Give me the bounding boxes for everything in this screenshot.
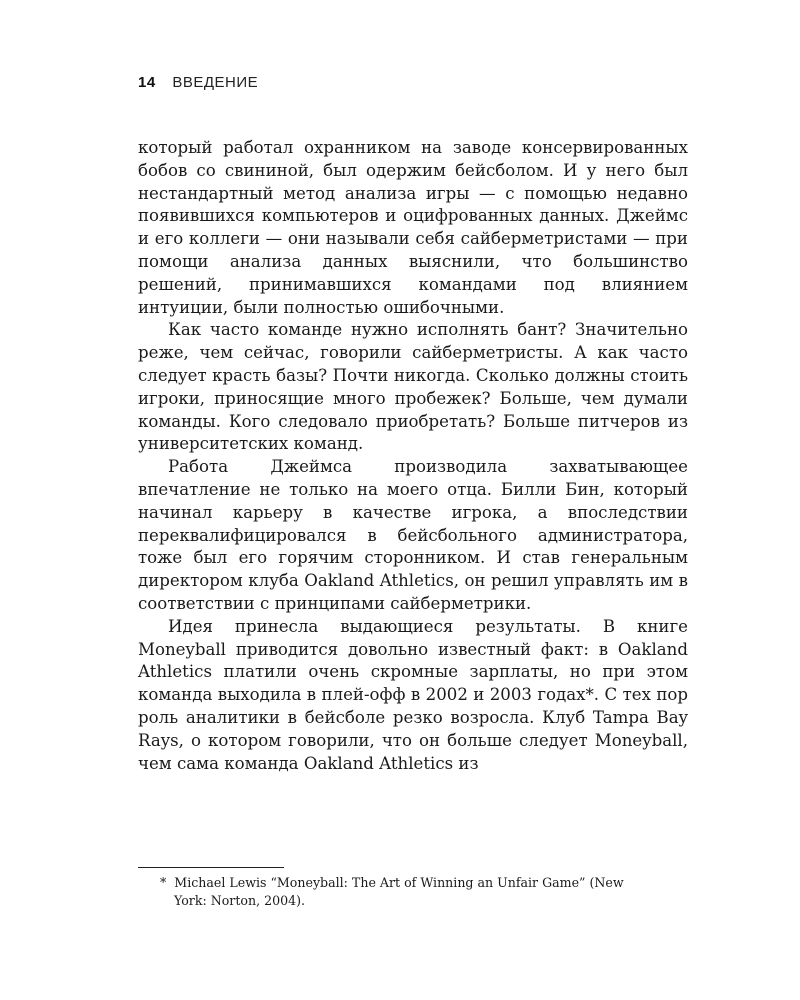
body-text <box>138 137 688 775</box>
footnote <box>160 874 700 910</box>
footnote-line-2: York: Norton, 2004). <box>174 893 306 908</box>
footnote-mark: * <box>160 875 167 890</box>
page-number: 14 <box>138 74 156 91</box>
paragraph-4: Идея принесла выдающиеся результаты. В книге Moneyball приводится довольно известный факт: в Oakland Athletics платили очень скромные зарплаты, но при этом команда выходила в плей-офф в 2002 и 2003 годах*. С тех пор роль аналитики в бейсболе резко возросла. Клуб Tampa Bay Rays, о котором говорили, что он больше следует Moneyball, чем сама команда Oakland Athletics из <box>138 616 688 773</box>
paragraph-2: Как часто команде нужно исполнять бант? Значительно реже, чем сейчас, говорили сайберметристы. А как часто следует красть базы? Почти никогда. Сколько должны стоить игроки, приносящие много пробежек? Больше, чем думали команды. Кого следовало приобретать? Больше питчеров из университетских команд. <box>138 320 688 454</box>
footnote-divider <box>138 867 284 868</box>
paragraph-1: который работал охранником на заводе консервированных бобов со свининой, был одержим бейсболом. И у него был нестандартный метод анализа игры — с помощью недавно появившихся компьютеров и оцифрованных данных. Джеймс и его коллеги — они называли себя сайберметристами — при помощи анализа данных выяснили, что большинство решений, принимавшихся командами под влиянием интуиции, были полностью ошибочными. <box>138 138 688 317</box>
running-header <box>138 74 258 91</box>
footnote-line-1: Michael Lewis “Moneyball: The Art of Winning an Unfair Game” (New <box>174 875 624 890</box>
section-title: ВВЕДЕНИЕ <box>172 74 259 91</box>
paragraph-3: Работа Джеймса производила захватывающее впечатление не только на моего отца. Билли Бин, который начинал карьеру в качестве игрока, а впоследствии переквалифицировался в бейсбольного администратора, тоже был его горячим сторонником. И став генеральным директором клуба Oakland Athletics, он решил управлять им в соответствии с принципами сайберметрики. <box>138 457 688 613</box>
